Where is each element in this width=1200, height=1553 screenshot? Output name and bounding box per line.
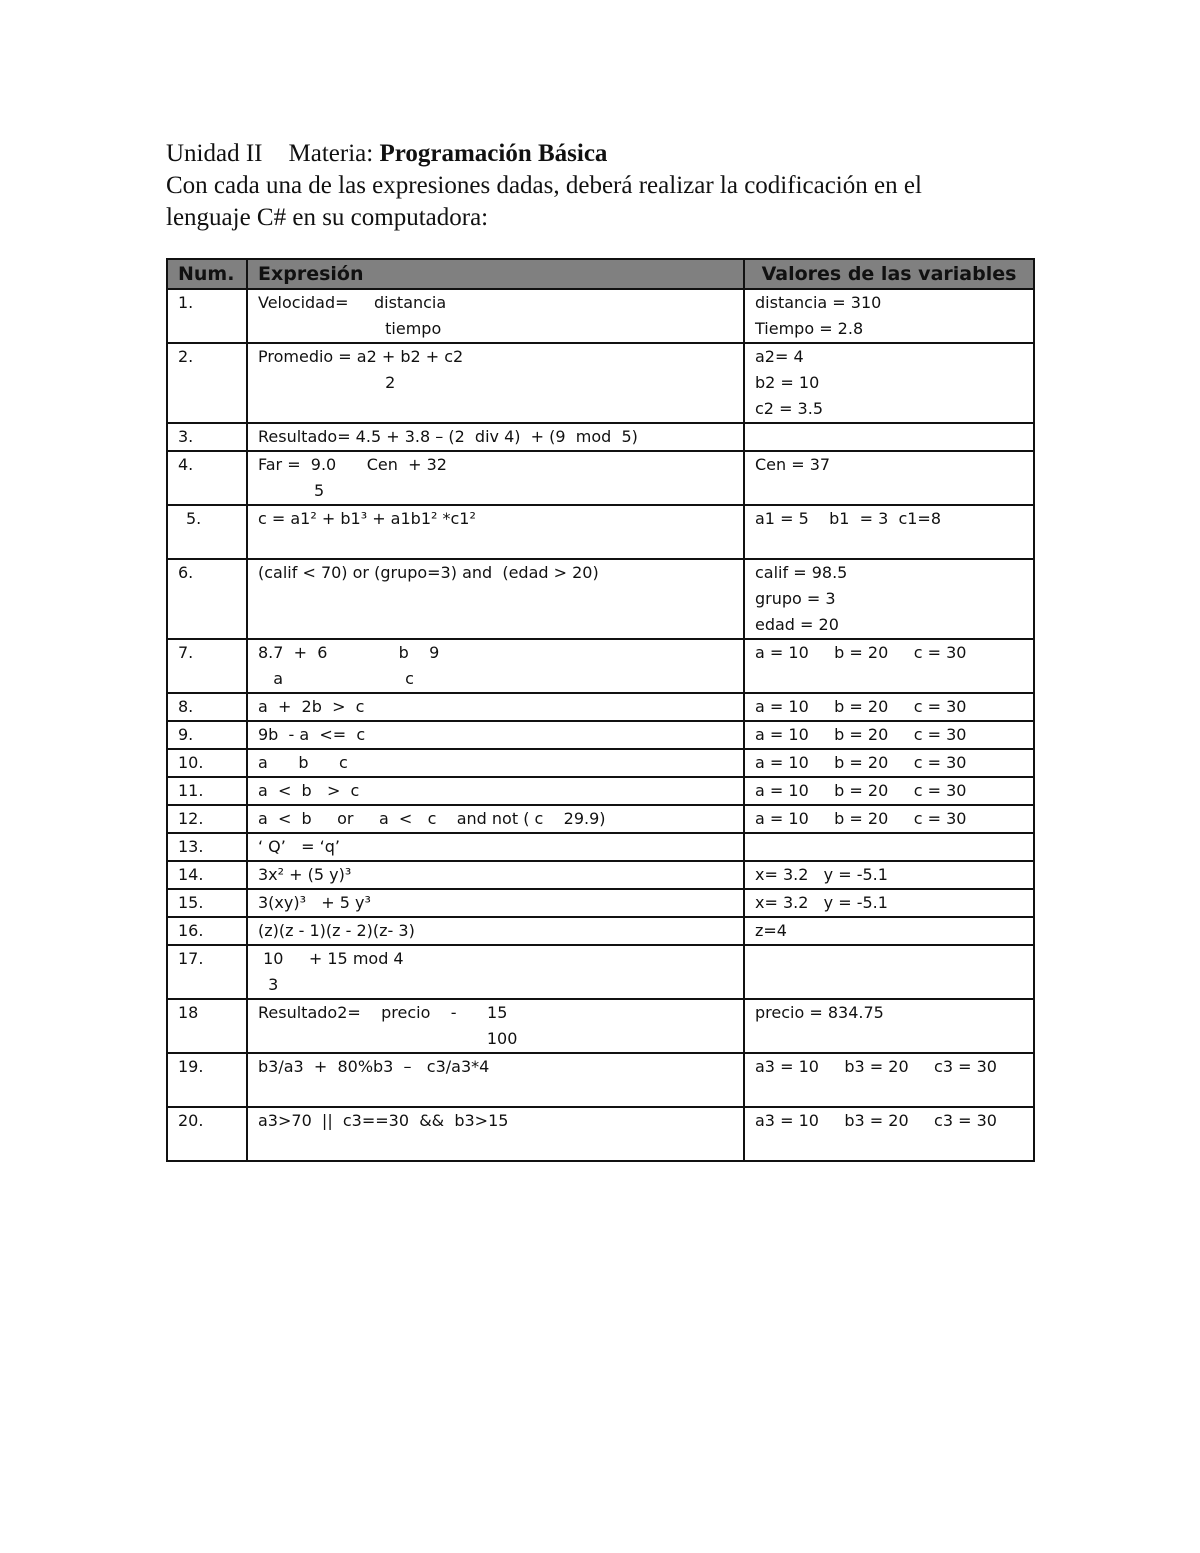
expression-line: Resultado= 4.5 + 3.8 – (2 div 4) + (9 mod 5) xyxy=(258,427,638,446)
column-header-expression: Expresión xyxy=(247,259,744,289)
variables-line: a = 10 b = 20 c = 30 xyxy=(755,725,967,744)
expression-line: b3/a3 + 80%b3 – c3/a3*4 xyxy=(258,1057,490,1076)
row-number: 1. xyxy=(167,289,247,343)
expression-cell xyxy=(247,749,744,777)
variables-cell xyxy=(744,289,1034,343)
expression-cell xyxy=(247,343,744,423)
expression-line: a b c xyxy=(258,753,348,772)
row-number: 12. xyxy=(167,805,247,833)
expression-cell xyxy=(247,861,744,889)
row-number: 18 xyxy=(167,999,247,1053)
variables-cell xyxy=(744,693,1034,721)
variables-cell xyxy=(744,505,1034,559)
variables-cell xyxy=(744,1107,1034,1161)
variables-line xyxy=(755,424,1033,450)
instructions-line-1: Con cada una de las expresiones dadas, deberá realizar la codificación en el xyxy=(166,172,922,199)
table-row xyxy=(167,721,1034,749)
expression-line: Promedio = a2 + b2 + c2 xyxy=(258,347,464,366)
expression-line: a3>70 || c3==30 && b3>15 xyxy=(258,1111,509,1130)
expression-cell xyxy=(247,289,744,343)
expression-line: a c xyxy=(258,669,414,688)
variables-line: a3 = 10 b3 = 20 c3 = 30 xyxy=(755,1057,997,1076)
expression-cell xyxy=(247,1107,744,1161)
row-number: 8. xyxy=(167,693,247,721)
expression-cell xyxy=(247,721,744,749)
expression-cell xyxy=(247,945,744,999)
table-header-row xyxy=(167,259,1034,289)
variables-line: a = 10 b = 20 c = 30 xyxy=(755,697,967,716)
variables-cell xyxy=(744,343,1034,423)
row-number: 16. xyxy=(167,917,247,945)
variables-cell xyxy=(744,999,1034,1053)
row-number: 5. xyxy=(167,505,247,559)
variables-cell xyxy=(744,777,1034,805)
table-row xyxy=(167,559,1034,639)
table-row xyxy=(167,889,1034,917)
row-number: 14. xyxy=(167,861,247,889)
expression-line: c = a1² + b1³ + a1b1² *c1² xyxy=(258,509,476,528)
expression-line: 3(xy)³ + 5 y³ xyxy=(258,893,371,912)
row-number: 7. xyxy=(167,639,247,693)
expression-cell xyxy=(247,559,744,639)
table-row xyxy=(167,1053,1034,1107)
expressions-table xyxy=(166,258,1035,1162)
variables-cell xyxy=(744,917,1034,945)
variables-cell xyxy=(744,639,1034,693)
expression-cell xyxy=(247,1053,744,1107)
expression-cell xyxy=(247,693,744,721)
document-header xyxy=(166,138,1046,234)
expression-line: a < b or a < c and not ( c 29.9) xyxy=(258,809,606,828)
table-row xyxy=(167,505,1034,559)
variables-line: edad = 20 xyxy=(755,615,839,634)
table-row xyxy=(167,861,1034,889)
variables-line: Cen = 37 xyxy=(755,455,831,474)
table-row xyxy=(167,945,1034,999)
expression-line: 2 xyxy=(258,373,396,392)
unit-label: Unidad II xyxy=(166,140,263,167)
expression-cell xyxy=(247,805,744,833)
row-number: 19. xyxy=(167,1053,247,1107)
table-row xyxy=(167,833,1034,861)
table-row xyxy=(167,289,1034,343)
row-number: 10. xyxy=(167,749,247,777)
expression-line: 8.7 + 6 b 9 xyxy=(258,643,440,662)
variables-line: x= 3.2 y = -5.1 xyxy=(755,865,888,884)
row-number: 15. xyxy=(167,889,247,917)
variables-line: b2 = 10 xyxy=(755,373,820,392)
variables-cell xyxy=(744,861,1034,889)
expression-line: a + 2b > c xyxy=(258,697,365,716)
row-number: 13. xyxy=(167,833,247,861)
variables-cell xyxy=(744,559,1034,639)
variables-line: a1 = 5 b1 = 3 c1=8 xyxy=(755,509,941,528)
expression-cell xyxy=(247,451,744,505)
variables-line: a = 10 b = 20 c = 30 xyxy=(755,753,967,772)
variables-line: x= 3.2 y = -5.1 xyxy=(755,893,888,912)
variables-cell xyxy=(744,1053,1034,1107)
variables-line: a = 10 b = 20 c = 30 xyxy=(755,781,967,800)
column-header-num: Num. xyxy=(167,259,247,289)
row-number: 3. xyxy=(167,423,247,451)
expression-line: ‘ Q’ = ‘q’ xyxy=(258,837,340,856)
expression-line: (calif < 70) or (grupo=3) and (edad > 20) xyxy=(258,563,599,582)
expression-cell xyxy=(247,639,744,693)
variables-cell xyxy=(744,423,1034,451)
variables-cell xyxy=(744,889,1034,917)
expression-line: (z)(z - 1)(z - 2)(z- 3) xyxy=(258,921,415,940)
variables-line: a3 = 10 b3 = 20 c3 = 30 xyxy=(755,1111,997,1130)
table-row xyxy=(167,343,1034,423)
variables-line xyxy=(755,946,1033,972)
expression-cell xyxy=(247,999,744,1053)
variables-cell xyxy=(744,451,1034,505)
expression-line: Far = 9.0 Cen + 32 xyxy=(258,455,447,474)
variables-line: distancia = 310 xyxy=(755,293,882,312)
expression-line: 3 xyxy=(258,975,279,994)
table-row xyxy=(167,805,1034,833)
expression-cell xyxy=(247,505,744,559)
expression-line: Resultado2= precio - 15 xyxy=(258,1003,508,1022)
row-number: 9. xyxy=(167,721,247,749)
variables-line: a = 10 b = 20 c = 30 xyxy=(755,809,967,828)
variables-line: Tiempo = 2.8 xyxy=(755,319,864,338)
expression-cell xyxy=(247,423,744,451)
expression-line: 10 + 15 mod 4 xyxy=(258,949,404,968)
table-row xyxy=(167,693,1034,721)
variables-cell xyxy=(744,749,1034,777)
expression-cell xyxy=(247,917,744,945)
subject-label: Materia: xyxy=(288,140,374,167)
expression-line: 100 xyxy=(258,1029,518,1048)
variables-line: a2= 4 xyxy=(755,347,804,366)
table-row xyxy=(167,451,1034,505)
expression-line: a < b > c xyxy=(258,781,360,800)
row-number: 4. xyxy=(167,451,247,505)
variables-line xyxy=(755,834,1033,860)
table-row xyxy=(167,1107,1034,1161)
table-row xyxy=(167,749,1034,777)
variables-line: c2 = 3.5 xyxy=(755,399,823,418)
expression-line: 3x² + (5 y)³ xyxy=(258,865,352,884)
row-number: 6. xyxy=(167,559,247,639)
expression-cell xyxy=(247,889,744,917)
row-number: 17. xyxy=(167,945,247,999)
row-number: 20. xyxy=(167,1107,247,1161)
column-header-variables: Valores de las variables xyxy=(744,259,1034,289)
instructions-line-2: lenguaje C# en su computadora: xyxy=(166,204,489,231)
variables-cell xyxy=(744,805,1034,833)
variables-line: z=4 xyxy=(755,921,787,940)
table-row xyxy=(167,423,1034,451)
variables-cell xyxy=(744,945,1034,999)
subject-name: Programación Básica xyxy=(379,140,608,167)
header-line-1 xyxy=(166,138,1046,170)
variables-cell xyxy=(744,721,1034,749)
table-row xyxy=(167,999,1034,1053)
variables-line: calif = 98.5 xyxy=(755,563,848,582)
expression-cell xyxy=(247,777,744,805)
table-row xyxy=(167,917,1034,945)
variables-cell xyxy=(744,833,1034,861)
expression-line: tiempo xyxy=(258,319,442,338)
table-row xyxy=(167,777,1034,805)
table-row xyxy=(167,639,1034,693)
variables-line: grupo = 3 xyxy=(755,589,836,608)
expression-line: 5 xyxy=(258,481,325,500)
variables-line: precio = 834.75 xyxy=(755,1003,884,1022)
row-number: 11. xyxy=(167,777,247,805)
variables-line: a = 10 b = 20 c = 30 xyxy=(755,643,967,662)
expression-cell xyxy=(247,833,744,861)
expression-line: 9b - a <= c xyxy=(258,725,366,744)
row-number: 2. xyxy=(167,343,247,423)
expression-line: Velocidad= distancia xyxy=(258,293,447,312)
